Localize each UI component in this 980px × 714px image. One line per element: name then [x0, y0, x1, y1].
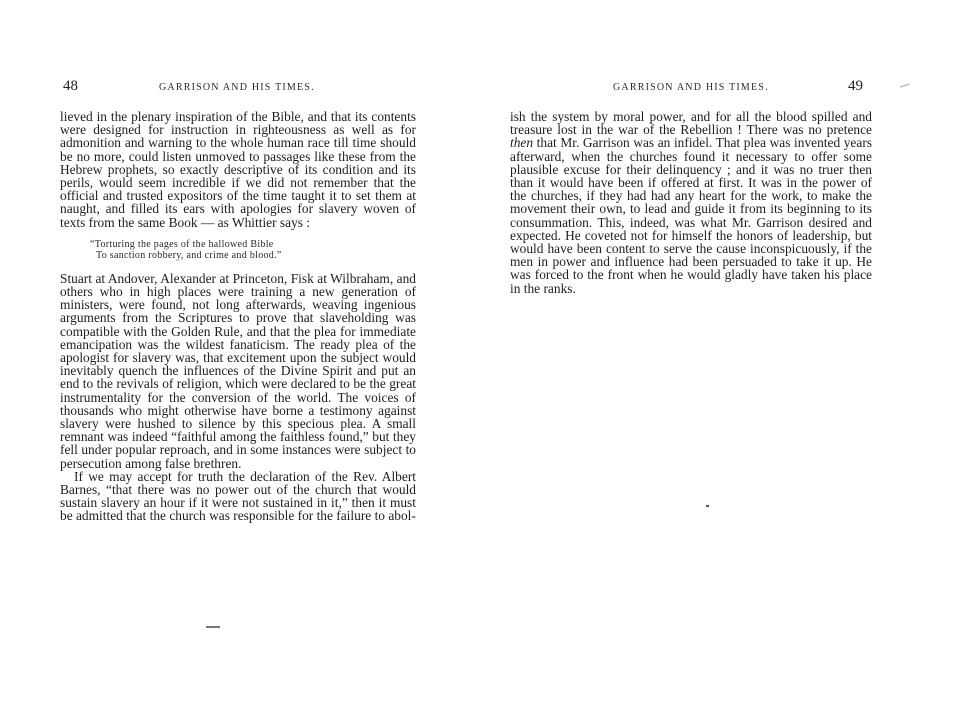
right-paragraph-1 [510, 110, 872, 295]
left-paragraph-1: lieved in the plenary inspiration of the Bible, and that its contents were designed for instruction in righteousness as well as for admonition and warning to the whole human race till time should be no more, could listen unmoved to passages like these from the Hebrew prophets, so exactly descriptive of its condition and its perils, would seem incredible if we did not remember that the official and trusted expositors of the time taught it to set them at naught, and filled its ears with apologies for slavery woven of texts from the same Book — as Whittier says : [60, 109, 416, 230]
right-page [490, 0, 980, 714]
scan-speck [706, 505, 709, 507]
italic-then: then [510, 135, 534, 151]
left-running-head: GARRISON AND HIS TIMES. [159, 82, 315, 93]
right-paragraph-1-start: ish the system by moral power, and for all the blood spilled and treasure lost in the war of the Rebellion ! There was no pretence [510, 109, 872, 138]
quote-line-2: To sanction robbery, and crime and blood.” [96, 249, 282, 261]
right-running-head: GARRISON AND HIS TIMES. [613, 82, 769, 93]
left-page-number: 48 [63, 78, 78, 94]
left-paragraph-2: Stuart at Andover, Alexander at Princeton, Fisk at Wilbraham, and others who in high places were training a new generation of ministers, were found, not long afterwards, weaving ingenious arguments from the Scriptures to prove that slaveholding was compatible with the Golden Rule, and that the plea for immediate emancipation was the wildest fanaticism. The ready plea of the apologist for slavery was, that excitement upon the subject would inevitably quench the influences of the Divine Spirit and put an end to the revivals of religion, which were declared to be the great instrumentality for the conversion of the world. The voices of thousands who might otherwise have borne a testimony against slavery were hushed to silence by this specious plea. A small remnant was indeed “faithful among the faithless found,” but they fell under popular reproach, and in some instances were subject to persecution among false brethren. [60, 270, 416, 471]
left-paragraph-3: If we may accept for truth the declaration of the Rev. Albert Barnes, “that there was no power out of the church that would sustain slavery an hour if it were not sustained in it,” then it must be admitted that the church was responsible for the failure to abol- [60, 468, 416, 524]
scan-dash [206, 626, 220, 628]
right-paragraph-1-end: that Mr. Garrison was an infidel. That plea was invented years afterward, when the churches found it necessary to offer some plausible excuse for their delinquency ; and it was no truer then than it would have been if offered at first. It was in the power of the churches, if they had had any heart for the work, to make the movement their own, to lead and guide it from its beginning to its consummation. This, indeed, was what Mr. Garrison desired and expected. He coveted not for himself the honors of leadership, but would have been content to serve the cause inconspicuously, if the men in power and influence had been persuaded to take it up. He was forced to the front when he would gladly have taken his place in the ranks. [510, 135, 872, 296]
right-body-text [510, 110, 872, 295]
whittier-quote [60, 239, 416, 261]
right-page-number: 49 [848, 78, 863, 94]
left-body-text [60, 110, 416, 523]
quote-line-1: “Torturing the pages of the hallowed Bible [90, 238, 274, 250]
